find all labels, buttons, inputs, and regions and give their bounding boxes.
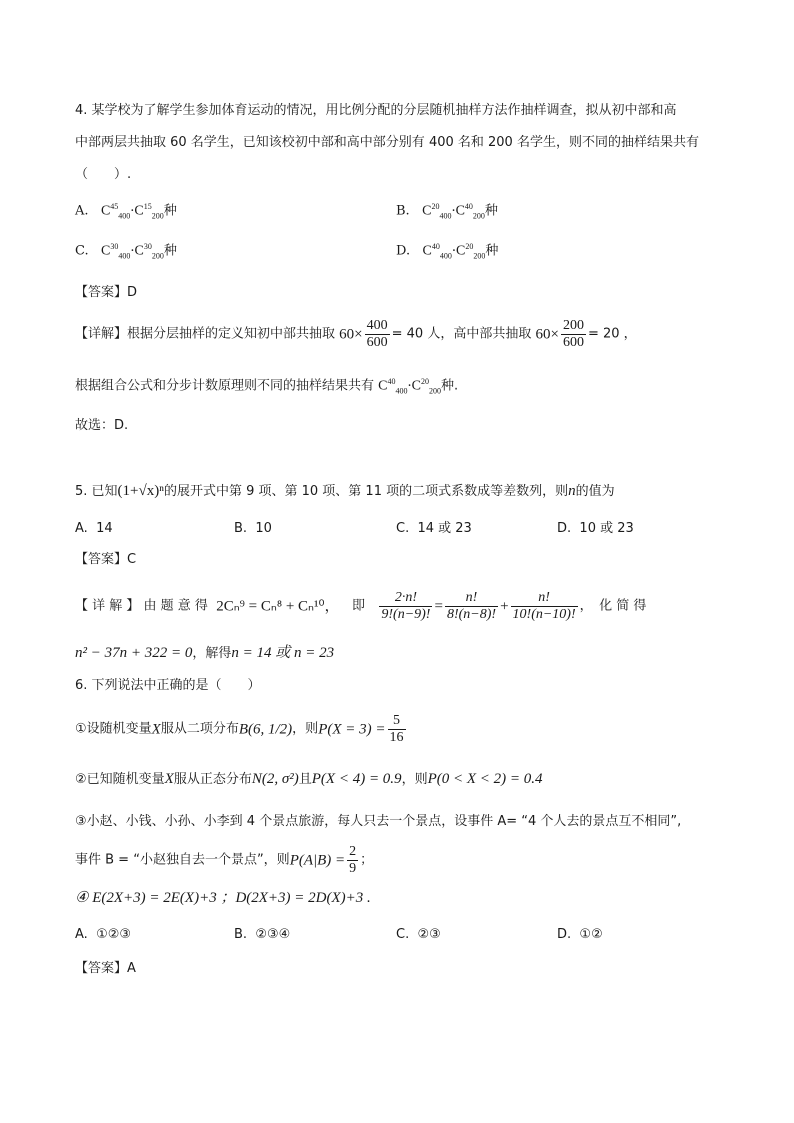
q6-option-d: D. ①② <box>557 927 603 942</box>
fraction-1: $\frac{2\cdot n!}{9!(n-9)!}$ <box>381 590 431 622</box>
q6-stem: 6. 下列说法中正确的是（ ） <box>75 678 261 693</box>
combination-2: $C^{20}_{200}$ <box>455 242 486 261</box>
combination-1: $C^{30}_{400}$ <box>101 242 131 261</box>
q4-option-a: A. $C^{45}_{400}\cdot C^{15}_{200}$种 <box>75 202 177 221</box>
q4-stem-line3: （ ）. <box>75 167 132 182</box>
fraction-400-600: $\frac{400}{600}$ <box>366 318 388 350</box>
fraction-200-600: $\frac{200}{600}$ <box>562 318 584 350</box>
q4-stem-line2: 中部两层共抽取 60 名学生，已知该校初中部和高中部分别有 400 名和 200 名学生，则不同的抽样结果共有 <box>75 135 699 150</box>
combination-2: $C^{40}_{200}$ <box>455 202 485 221</box>
fraction-2: $\frac{n!}{8!(n-8)!}$ <box>446 590 497 622</box>
q6-statement-1: ①设随机变量X服从二项分布B(6, 1/2)，则P(X = 3) = $\frac{5}{16}$ <box>75 713 404 745</box>
q5-detail: 【 详 解 】 由 题 意 得 2Cₙ⁹ = Cₙ⁸ + Cₙ¹⁰， 即 $\frac{2\cdot n!}{9!(n-9)!}$ = $\frac{n!}{8!(n-8)!}$ + $\frac{n!}{10!(n-10)!}$ ， 化 简 得 <box>75 590 647 622</box>
q6-option-a: A. ①②③ <box>75 927 132 942</box>
q6-option-c: C. ②③ <box>396 927 441 942</box>
combination-1: $C^{45}_{400}$ <box>100 202 131 221</box>
q5-option-c: C. 14 或 23 <box>396 521 472 536</box>
q4-stem-line1: 4. 某学校为了解学生参加体育运动的情况，用比例分配的分层随机抽样方法作抽样调查，拟从初中部和高 <box>75 103 677 118</box>
q5-stem: 5. 已知(1+√x)ⁿ的展开式中第 9 项、第 10 项、第 11 项的二项式系数成等差数列，则n的值为 <box>75 483 615 499</box>
option-letter: C. <box>75 243 89 259</box>
q5-option-b: B. 10 <box>234 521 272 536</box>
q5-option-d: D. 10 或 23 <box>557 521 634 536</box>
q6-statement-3-line1: ③小赵、小钱、小孙、小李到 4 个景点旅游，每人只去一个景点，设事件 A= “4 个人去的景点互不相同”, <box>75 814 682 829</box>
option-letter: A. <box>75 203 89 219</box>
combination-2: $C^{30}_{200}$ <box>134 242 164 261</box>
q6-answer: 【答案】A <box>75 961 136 976</box>
fraction-5-16: $\frac{5}{16}$ <box>389 713 404 745</box>
combination-2: $C^{15}_{200}$ <box>134 202 164 221</box>
binomial-expression: (1+√x)ⁿ <box>117 483 164 499</box>
q4-option-b: B. $C^{20}_{400}\cdot C^{40}_{200}$种 <box>396 202 498 221</box>
fraction-2-9: $\frac{2}{9}$ <box>349 844 357 876</box>
fraction-3: $\frac{n!}{10!(n-10)!}$ <box>512 590 576 622</box>
combination-1: $C^{40}_{400}$ <box>422 242 452 261</box>
combination-1: $C^{40}_{400}$ <box>378 377 408 396</box>
q5-answer: 【答案】C <box>75 552 137 567</box>
equation-1: 2Cₙ⁹ = Cₙ⁸ + Cₙ¹⁰， <box>216 598 340 615</box>
q4-option-c: C. $C^{30}_{400}\cdot C^{30}_{200}$种 <box>75 242 177 261</box>
q4-combo-line: 根据组合公式和分步计数原理则不同的抽样结果共有 $C^{40}_{400}\cdot C^{20}_{200}$种. <box>75 377 459 396</box>
q6-statement-3-line2: 事件 B = “小赵独自去一个景点”，则P(A|B) = $\frac{2}{9}$ ； <box>75 844 374 876</box>
q4-choose: 故选：D. <box>75 418 129 433</box>
q6-statement-2: ②已知随机变量X服从正态分布N(2, σ²)且P(X < 4) = 0.9，则P(0 < X < 2) = 0.4 <box>75 771 543 787</box>
equation-2: n² − 37n + 322 = 0 <box>75 645 193 661</box>
option-letter: B. <box>396 203 410 219</box>
q5-option-a: A. 14 <box>75 521 113 536</box>
q4-answer: 【答案】D <box>75 285 138 300</box>
q5-solution: n² − 37n + 322 = 0，解得n = 14 或 n = 23 <box>75 645 335 661</box>
combination-1: $C^{20}_{400}$ <box>422 202 452 221</box>
combination-2: $C^{20}_{200}$ <box>411 377 441 396</box>
q6-option-b: B. ②③④ <box>234 927 291 942</box>
q6-statement-4: ④ E(2X+3) = 2E(X)+3 ；D(2X+3) = 2D(X)+3 . <box>75 890 371 906</box>
q4-detail: 【详解】根据分层抽样的定义知初中部共抽取 60× $\frac{400}{600}$ = 40 人，高中部共抽取 60× $\frac{200}{600}$ = 20 ， <box>75 318 637 350</box>
q4-option-d: D. $C^{40}_{400}\cdot C^{20}_{200}$种 <box>396 242 499 261</box>
option-letter: D. <box>396 243 411 259</box>
